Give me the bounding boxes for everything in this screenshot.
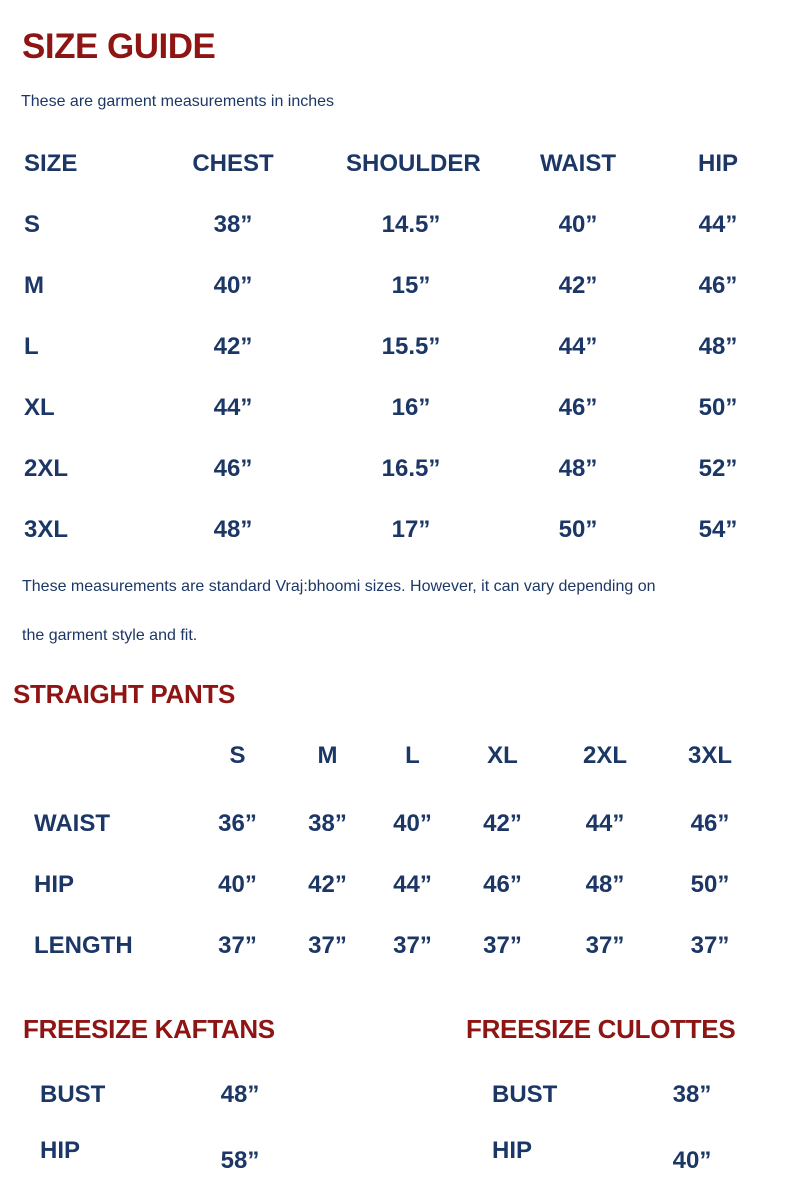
size-column-header: 2XL bbox=[582, 741, 627, 769]
size-column-header: S bbox=[229, 741, 246, 769]
size-column-header: XL bbox=[487, 741, 518, 769]
table-row bbox=[0, 194, 800, 255]
waist-cell: 42” bbox=[558, 271, 598, 299]
sizing-note bbox=[22, 562, 656, 660]
table-row bbox=[0, 854, 800, 915]
column-header-waist: WAIST bbox=[540, 149, 616, 177]
row-label: BUST bbox=[492, 1081, 558, 1108]
page-title: SIZE GUIDE bbox=[22, 27, 216, 66]
measurement-cell: 37” bbox=[393, 931, 432, 959]
row-label: HIP bbox=[492, 1137, 533, 1164]
shoulder-cell: 16.5” bbox=[381, 454, 441, 482]
table-row bbox=[0, 1070, 340, 1120]
table-row bbox=[0, 915, 800, 976]
table-row bbox=[0, 1120, 340, 1182]
pants-table-body bbox=[0, 793, 800, 976]
freesize-kaftans-heading: FREESIZE KAFTANS bbox=[23, 1014, 275, 1044]
waist-cell: 40” bbox=[558, 210, 598, 238]
measurement-cell: 37” bbox=[308, 931, 347, 959]
column-header-hip: HIP bbox=[697, 149, 738, 177]
column-header-chest: CHEST bbox=[192, 149, 274, 177]
table-row bbox=[0, 255, 800, 316]
table-row bbox=[0, 438, 800, 499]
measurement-cell: 48” bbox=[585, 870, 625, 898]
shoulder-cell: 17” bbox=[391, 515, 431, 543]
waist-cell: 46” bbox=[558, 393, 598, 421]
measurement-cell: 37” bbox=[690, 931, 730, 959]
row-label: BUST bbox=[40, 1081, 106, 1108]
chest-cell: 48” bbox=[213, 515, 253, 543]
measurement-cell: 46” bbox=[483, 870, 522, 898]
measurement-cell: 40” bbox=[672, 1147, 712, 1174]
sizing-note-line: the garment style and fit. bbox=[22, 627, 198, 644]
hip-cell: 48” bbox=[698, 332, 738, 360]
measurement-cell: 42” bbox=[308, 870, 347, 898]
measurement-cell: 38” bbox=[308, 809, 347, 837]
pants-table-header-row bbox=[0, 725, 800, 786]
measurement-cell: 44” bbox=[393, 870, 432, 898]
shoulder-cell: 16” bbox=[391, 393, 431, 421]
table-row bbox=[0, 377, 800, 438]
size-column-header: L bbox=[405, 741, 420, 769]
size-cell: L bbox=[24, 332, 39, 360]
size-cell: 3XL bbox=[24, 515, 69, 543]
measurement-cell: 46” bbox=[690, 809, 730, 837]
row-label: HIP bbox=[34, 870, 75, 898]
freesize-kaftans-section bbox=[0, 1012, 340, 1182]
waist-cell: 50” bbox=[558, 515, 598, 543]
chest-cell: 42” bbox=[213, 332, 253, 360]
shoulder-cell: 15” bbox=[391, 271, 431, 299]
column-header-size: SIZE bbox=[24, 149, 78, 177]
shoulder-cell: 14.5” bbox=[381, 210, 441, 238]
measurement-cell: 42” bbox=[483, 809, 522, 837]
hip-cell: 52” bbox=[698, 454, 738, 482]
hip-cell: 46” bbox=[698, 271, 738, 299]
table-row bbox=[0, 499, 800, 560]
straight-pants-table bbox=[0, 725, 800, 976]
table-row bbox=[0, 793, 800, 854]
garment-table-header-row bbox=[0, 133, 800, 194]
measurement-cell: 48” bbox=[220, 1081, 260, 1108]
row-label: WAIST bbox=[34, 809, 110, 837]
measurement-cell: 50” bbox=[690, 870, 730, 898]
chest-cell: 46” bbox=[213, 454, 253, 482]
column-header-shoulder: SHOULDER bbox=[346, 149, 481, 177]
table-row bbox=[452, 1120, 792, 1182]
table-row bbox=[452, 1070, 792, 1120]
waist-cell: 44” bbox=[558, 332, 598, 360]
hip-cell: 54” bbox=[698, 515, 738, 543]
table-row bbox=[0, 316, 800, 377]
measurement-cell: 37” bbox=[585, 931, 625, 959]
hip-cell: 50” bbox=[698, 393, 738, 421]
straight-pants-heading: STRAIGHT PANTS bbox=[13, 679, 236, 709]
size-cell: M bbox=[24, 271, 44, 299]
measurement-cell: 38” bbox=[672, 1081, 712, 1108]
row-label: HIP bbox=[40, 1137, 81, 1164]
size-cell: S bbox=[24, 210, 41, 238]
measurement-cell: 37” bbox=[483, 931, 522, 959]
chest-cell: 38” bbox=[213, 210, 253, 238]
freesize-culottes-section bbox=[452, 1012, 792, 1182]
garment-measurements-table bbox=[0, 133, 800, 560]
hip-cell: 44” bbox=[698, 210, 738, 238]
measurement-cell: 36” bbox=[218, 809, 257, 837]
measurement-cell: 58” bbox=[220, 1147, 260, 1174]
row-label: LENGTH bbox=[34, 931, 133, 959]
measurement-cell: 37” bbox=[218, 931, 257, 959]
page-subtitle: These are garment measurements in inches bbox=[21, 93, 335, 110]
measurement-cell: 40” bbox=[218, 870, 257, 898]
shoulder-cell: 15.5” bbox=[381, 332, 441, 360]
chest-cell: 44” bbox=[213, 393, 253, 421]
sizing-note-line: These measurements are standard Vraj:bhoomi sizes. However, it can vary depending on bbox=[22, 578, 656, 595]
measurement-cell: 44” bbox=[585, 809, 625, 837]
measurement-cell: 40” bbox=[393, 809, 432, 837]
size-cell: XL bbox=[24, 393, 55, 421]
freesize-culottes-heading: FREESIZE CULOTTES bbox=[466, 1014, 736, 1044]
size-column-header: M bbox=[317, 741, 338, 769]
size-cell: 2XL bbox=[24, 454, 69, 482]
size-column-header: 3XL bbox=[687, 741, 732, 769]
chest-cell: 40” bbox=[213, 271, 253, 299]
waist-cell: 48” bbox=[558, 454, 598, 482]
